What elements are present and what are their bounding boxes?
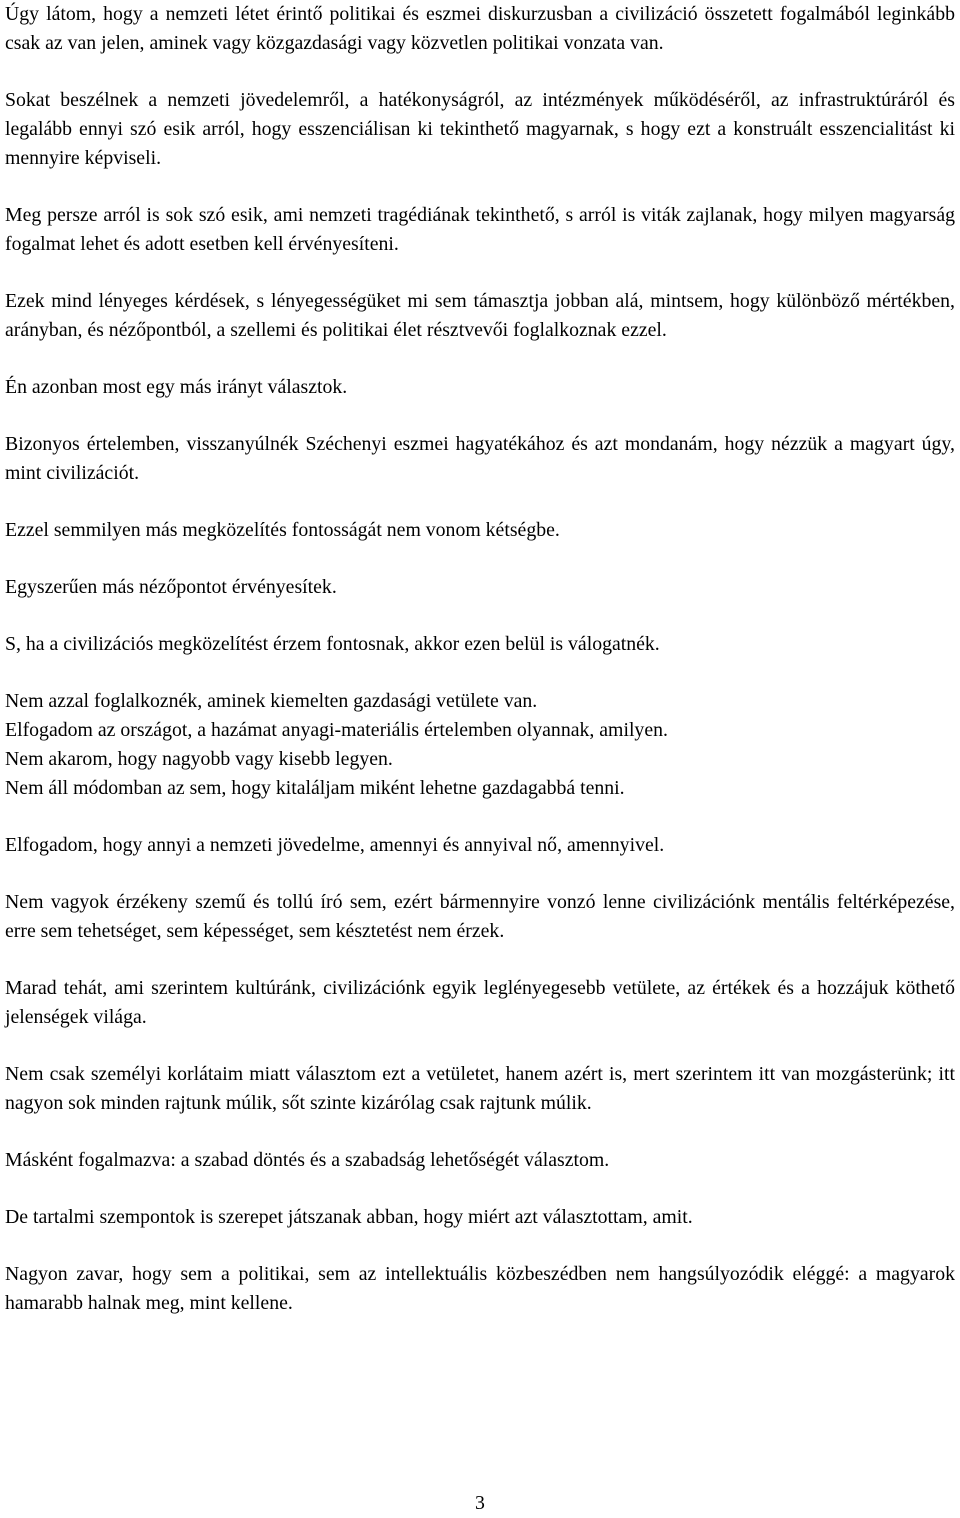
paragraph: Egyszerűen más nézőpontot érvényesítek.: [5, 576, 337, 598]
paragraph: Nem vagyok érzékeny szemű és tollú író sem, ezért bármennyire vonzó lenne civilizációnk mentális feltérképezése, erre sem tehetséget, sem képességet, sem késztetést nem érzek.: [5, 891, 955, 942]
document-page: [5, 0, 955, 1346]
paragraph: Nem csak személyi korlátaim miatt választom ezt a vetületet, hanem azért is, mert szerintem itt van mozgásterünk; itt nagyon sok minden rajtunk múlik, sőt szinte kizárólag csak rajtunk múlik.: [5, 1063, 955, 1114]
page-number: 3: [475, 1492, 485, 1514]
paragraph: Ezek mind lényeges kérdések, s lényegességüket mi sem támasztja jobban alá, mintsem, hogy különböző mértékben, arányban, és nézőpontból, a szellemi és politikai élet résztvevői foglalkoznak ezzel.: [5, 290, 955, 341]
paragraph: Ezzel semmilyen más megközelítés fontosságát nem vonom kétségbe.: [5, 519, 560, 541]
paragraph: Nem azzal foglalkoznék, aminek kiemelten gazdasági vetülete van.: [5, 690, 538, 712]
paragraph: Meg persze arról is sok szó esik, ami nemzeti tragédiának tekinthető, s arról is viták zajlanak, hogy milyen magyarság fogalmat lehet és adott esetben kell érvényesíteni.: [5, 204, 955, 255]
paragraph: Másként fogalmazva: a szabad döntés és a szabadság lehetőségét választom.: [5, 1149, 610, 1171]
paragraph: Elfogadom az országot, a hazámat anyagi-materiális értelemben olyannak, amilyen.: [5, 719, 668, 741]
paragraph: Marad tehát, ami szerintem kultúránk, civilizációnk egyik leglényegesebb vetülete, az értékek és a hozzájuk köthető jelenségek világa.: [5, 977, 955, 1028]
paragraph: Nem akarom, hogy nagyobb vagy kisebb legyen.: [5, 748, 393, 770]
paragraph: Én azonban most egy más irányt választok.: [5, 376, 348, 398]
paragraph: Elfogadom, hogy annyi a nemzeti jövedelme, amennyi és annyival nő, amennyivel.: [5, 834, 665, 856]
paragraph: Nem áll módomban az sem, hogy kitaláljam miként lehetne gazdagabbá tenni.: [5, 777, 625, 799]
paragraph: De tartalmi szempontok is szerepet játszanak abban, hogy miért azt választottam, amit.: [5, 1206, 693, 1228]
paragraph: Nagyon zavar, hogy sem a politikai, sem az intellektuális közbeszédben nem hangsúlyozódik eléggé: a magyarok hamarabb halnak meg, mint kellene.: [5, 1263, 955, 1314]
paragraph: S, ha a civilizációs megközelítést érzem fontosnak, akkor ezen belül is válogatnék.: [5, 633, 660, 655]
paragraph: Bizonyos értelemben, visszanyúlnék Széchenyi eszmei hagyatékához és azt mondanám, hogy nézzük a magyart úgy, mint civilizációt.: [5, 433, 955, 484]
paragraph: Sokat beszélnek a nemzeti jövedelemről, a hatékonyságról, az intézmények működéséről, az infrastruktúráról és legalább ennyi szó esik arról, hogy esszenciálisan ki tekinthető magyarnak, s hogy ezt a konstruált esszencialitást ki mennyire képviseli.: [5, 89, 955, 169]
paragraph: Úgy látom, hogy a nemzeti létet érintő politikai és eszmei diskurzusban a civilizáció összetett fogalmából leginkább csak az van jelen, aminek vagy közgazdasági vagy közvetlen politikai vonzata van.: [5, 3, 955, 54]
